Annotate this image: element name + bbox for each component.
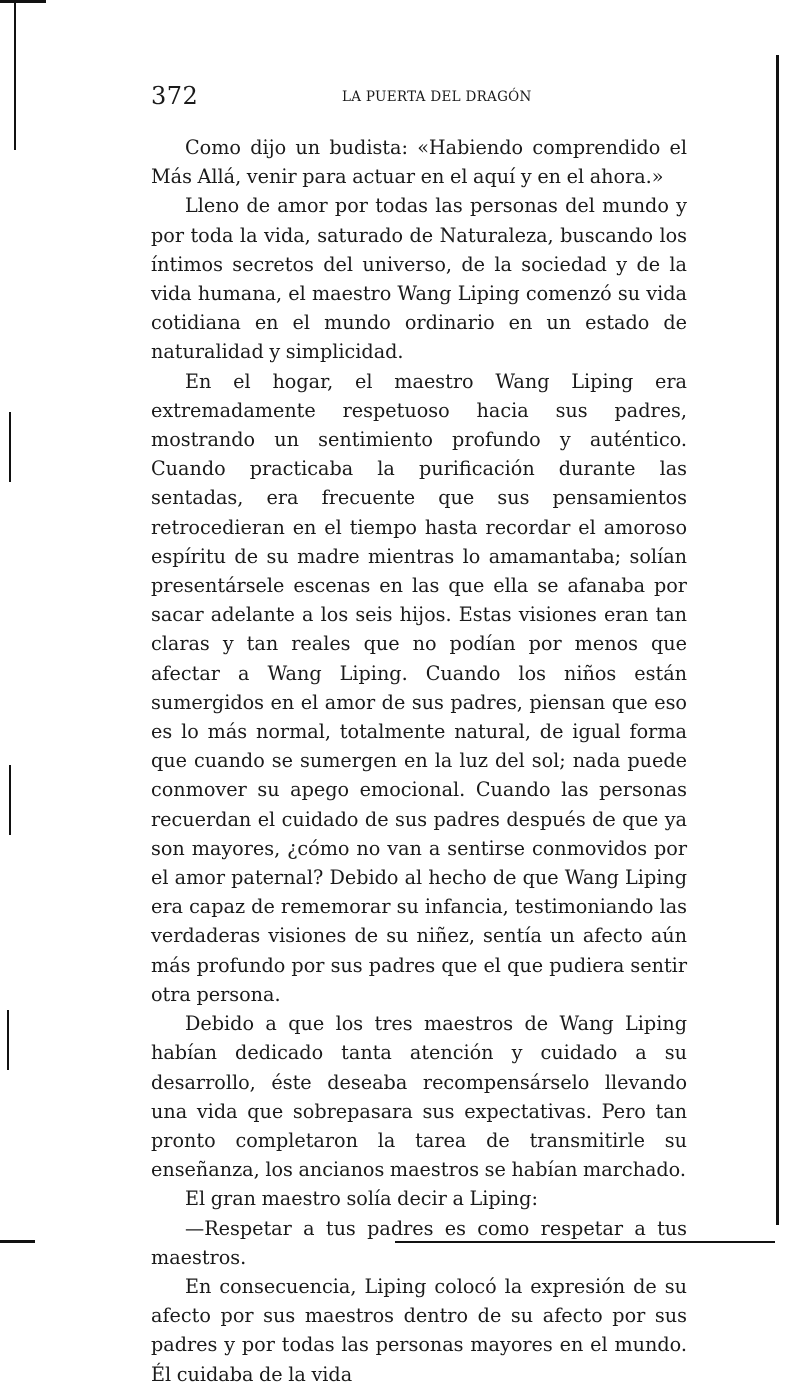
paragraph: Lleno de amor por todas las personas del mundo y por toda la vida, saturado de Naturaleza, buscando los íntimos secretos del universo, de la sociedad y de la vida humana, el maestro Wang Liping comenzó su vida cotidiana en el mundo ordinario en un estado de naturalidad y simplicidad. [151,194,687,364]
paragraph: En el hogar, el maestro Wang Liping era extremadamente respetuoso hacia sus padres, mostrando un sentimiento profundo y auténtico. Cuando practicaba la purificación durante las sentadas, era frecuente que sus pensamientos retrocedieran en el tiempo hasta recordar el amoroso espíritu de su madre mientras lo amamantaba; solían presentársele escenas en las que ella se afanaba por sacar adelante a los seis hijos. Estas visiones eran tan claras y tan reales que no podían por menos que afectar a Wang Liping. Cuando los niños están sumergidos en el amor de sus padres, piensan que eso es lo más normal, totalmente natural, de igual forma que cuando se sumergen en la luz del sol; nada puede conmover su apego emocional. Cuando las personas recuerdan el cuidado de sus padres después de que ya son mayores, ¿cómo no van a sentirse conmovidos por el amor paternal? Debido al hecho de que Wang Liping era capaz de rememorar su infancia, testimoniando las verdaderas visiones de su niñez, sentía un afecto aún más profundo por sus padres que el que pudiera sentir otra persona. [151,369,687,1006]
page-number: 372 [151,82,199,110]
scan-border-top-left [0,0,46,3]
scan-border-left [14,0,16,150]
scan-border-bottom-left [0,1240,35,1243]
scan-border-left-bottom [7,1010,9,1070]
scan-border-left-mid [9,412,11,482]
scan-border-left-low [9,765,11,835]
paragraph: Como dijo un budista: «Habiendo comprendido el Más Allá, venir para actuar en el aquí y en el ahora.» [151,136,687,189]
body-text [151,133,687,1389]
paragraph: En consecuencia, Liping colocó la expresión de su afecto por sus maestros dentro de su afecto por sus padres y por todas las personas mayores en el mundo. Él cuidaba de la vida [151,1274,687,1386]
paragraph: Debido a que los tres maestros de Wang Liping habían dedicado tanta atención y cuidado a su desarrollo, éste deseaba recompensárselo llevando una vida que sobrepasara sus expectativas. Pero tan pronto completaron la tarea de transmitirle su enseñanza, los ancianos maestros se habían marchado. [151,1012,687,1182]
running-title: LA PUERTA DEL DRAGÓN [342,89,532,105]
paragraph: —Respetar a tus padres es como respetar a tus maestros. [151,1216,687,1269]
paragraph: El gran maestro solía decir a Liping: [185,1187,538,1211]
scan-border-right [776,55,779,1225]
